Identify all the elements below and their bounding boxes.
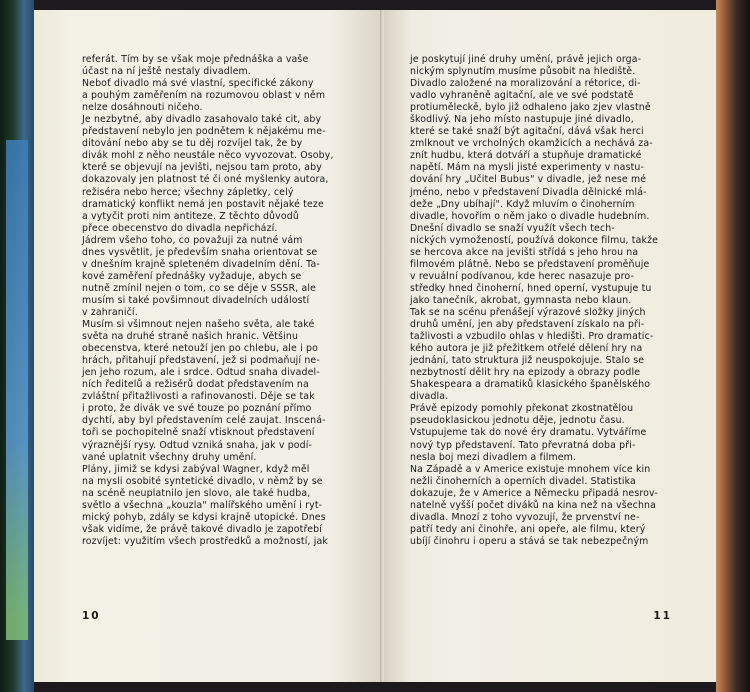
text-line: režiséra nebo herce; všechny zápletky, celý [82,186,294,198]
text-line: druhů umění, jen aby představení získalo na při- [410,319,645,331]
text-line: rozvíjet: využitím všech prostředků a možností, jak [82,535,328,547]
text-line: kého autora je již přežitkem otřelé dělení hry na [410,343,643,355]
text-line: představení nebylo jen podnětem k nějakému me- [82,126,326,138]
text-line: musím si také povšimnout divadelních událostí [82,294,310,306]
text-line: jednání, tato struktura již neuspokojuje. Stalo se [410,355,645,367]
text-line: natelně vyšší počet diváků na kina než na všechna [410,499,657,511]
text-line: obecenstva, které netouží jen po chlebu, ale i po [82,343,318,355]
right-page-number: 11 [653,610,672,622]
text-line: však vidíme, že právě takové divadlo je zapotřebí [82,523,323,535]
text-line: pseudoklasickou jednotu děje, jednotu času. [410,415,625,427]
text-line: Tak se na scénu přenášejí výrazové složky jiných [410,306,646,318]
text-line: světlo a všechna „kouzla" malířského umění i ryt- [82,499,323,511]
text-line: světa na druhé straně našich hranic. Většinu [82,331,299,343]
left-page [34,10,382,682]
text-line: jen jeho rozum, ale i srdce. Odtud snaha divadel- [82,367,320,379]
text-line: na mysli osobité syntetické divadlo, v němž by se [82,475,323,487]
text-line: které se objevují na jevišti, nejsou tam proto, aby [82,162,322,174]
text-line: Neboť divadlo má své vlastní, specifické zákony [82,78,314,90]
left-page-text [82,54,352,548]
text-line: Divadlo založené na moralizování a rétorice, di- [410,78,641,90]
text-line: protiuměleckě, bylo již odhaleno jako zjev vlastně [410,102,651,114]
text-line: ních ředitelů a režisérů dodat představením na [82,379,309,391]
text-line: vané uplatnit všechny druhy umění. [82,451,257,463]
text-line: deže „Dny ubíhají". Když mluvím o činoherním [410,198,635,210]
book-cover-edge-right [716,0,750,692]
text-line: Na Západě a v Americe existuje mnohem více kin [410,463,651,475]
text-line: ditování nebo aby se tu děj rozvíjel tak, že by [82,138,303,150]
text-line: referát. Tím by se však moje přednáška a vaše [82,54,309,65]
text-line: ubíjí činohru i operu a stává se tak nebezpečným [410,535,649,547]
text-line: nový typ představení. Tato převratná doba při- [410,439,636,451]
text-line: je poskytují jiné druhy umění, právě jejich orga- [410,54,642,65]
text-line: a vytyčit proti nim antiteze. Z těchto důvodů [82,210,299,222]
text-line: škodlivý. Na jeho místo nastupuje jiné divadlo, [410,114,634,126]
text-line: Jádrem všeho toho, co považuji za nutné vám [82,234,303,246]
left-page-number: 10 [82,610,101,622]
text-line: v revuální podívanou, kde herec nasazuje pro- [410,270,634,282]
text-line: dokazuje, že v Americe a Německu připadá nesrov- [410,487,659,499]
text-line: divák mohl z něho neustále něco vyvozovat. Osoby, [82,150,334,162]
text-line: nežli činoherních a operních divadel. Statistika [410,475,636,487]
text-line: Plány, jimiž se kdysi zabýval Wagner, když měl [82,463,310,475]
right-page-text [410,54,686,548]
text-line: jako tanečník, akrobat, gymnasta nebo klaun. [410,294,632,306]
text-line: a pouhým zaměřením na rozumovou oblast v něm [82,90,326,102]
text-line: dychtí, aby byl představením celé zaujat. Inscená- [82,415,326,427]
text-line: dramatický konflikt nemá jen postavit nějaké teze [82,198,324,210]
text-line: divadla. [410,391,449,403]
text-line: nickým splynutím musíme působit na hlediště. [410,66,636,78]
text-line: filmovém plátně. Nebo se představení proměňuje [410,258,650,270]
text-line: přece obecenstvo do divadla nepřichází. [82,222,278,234]
text-line: nelze dosáhnouti ničeho. [82,102,203,114]
text-line: patří tedy ani činohře, ani opeře, ale filmu, který [410,523,646,535]
text-line: jméno, nebo v představení Divadla dělnické mlá- [410,186,647,198]
text-line: Shakespeara a dramatiků klasického španělského [410,379,651,391]
text-line: Právě epizody pomohly překonat zkostnatělou [410,403,634,415]
text-line: hrách, přitahují představení, jež si podmaňují ne- [82,355,320,367]
text-line: Vstupujeme tak do nové éry dramatu. Vytváříme [410,427,647,439]
text-line: Dnešní divadlo se snaží využít všech tech- [410,222,615,234]
text-line: napětí. Mám na mysli jisté experimenty v nastu- [410,162,645,174]
text-line: v dnešním krajně spleteném divadelním dění. Ta- [82,258,320,270]
text-line: na scéně neuplatnilo jen slovo, ale také hudba, [82,487,311,499]
text-line: zvláštní přitažlivosti a rafinovanosti. Děje se tak [82,391,315,403]
text-line: dnes vysvětlit, je především snaha orientovat se [82,246,318,258]
text-line: mický pohyb, zdály se kdysi krajně utopické. Dnes [82,511,326,523]
text-line: které se také snaží být agitační, dává však herci [410,126,644,138]
text-line: Je nezbytné, aby divadlo zasahovalo také cit, aby [82,114,322,126]
text-line: nezbytností dělit hry na epizody a obrazy podle [410,367,641,379]
text-line: divadla. Mnozí z toho vyvozují, že prvenství ne- [410,511,640,523]
text-line: dování hry „Učitel Bubus" v divadle, jež nese mé [410,174,647,186]
text-line: se hercova akce na jevišti střídá s jeho hrou na [410,246,639,258]
text-line: toři se pochopitelně snaží vtisknout představení [82,427,315,439]
right-page [384,10,716,682]
text-line: vadlo vyhraněně agitační, ale ve své podstatě [410,90,634,102]
text-line: účast na ní ještě nestaly divadlem. [82,66,251,78]
book-cover-edge-left [0,0,34,692]
text-line: divadle, hovořím o něm jako o divadle hudebním. [410,210,650,222]
text-line: nutně zmínil nejen o tom, co se děje v SSSR, ale [82,282,317,294]
text-line: výraznější rysy. Odtud vzniká snaha, jak v podí- [82,439,313,451]
text-line: kové zaměření přednášky vyžaduje, abych se [82,270,302,282]
text-line: dokazovaly jen platnost té či oné myšlenky autora, [82,174,329,186]
text-line: nických vymožeností, používá dokonce filmu, takže [410,234,659,246]
text-line: v zahraničí. [82,306,138,318]
text-line: zmlknout ve vrcholných okamžicích a nechává za- [410,138,653,150]
text-line: znít hudbu, která dotváří a stupňuje dramatické [410,150,642,162]
text-line: i proto, že divák ve své touze po poznání přímo [82,403,312,415]
text-line: tažlivosti a vzbudilo ohlas v hledišti. Pro dramatic- [410,331,654,343]
text-line: Musím si všimnout nejen našeho světa, ale také [82,319,315,331]
text-line: nesla boj mezi divadlem a filmem. [410,451,577,463]
text-line: středky hned činoherní, hned operní, vystupuje tu [410,282,652,294]
